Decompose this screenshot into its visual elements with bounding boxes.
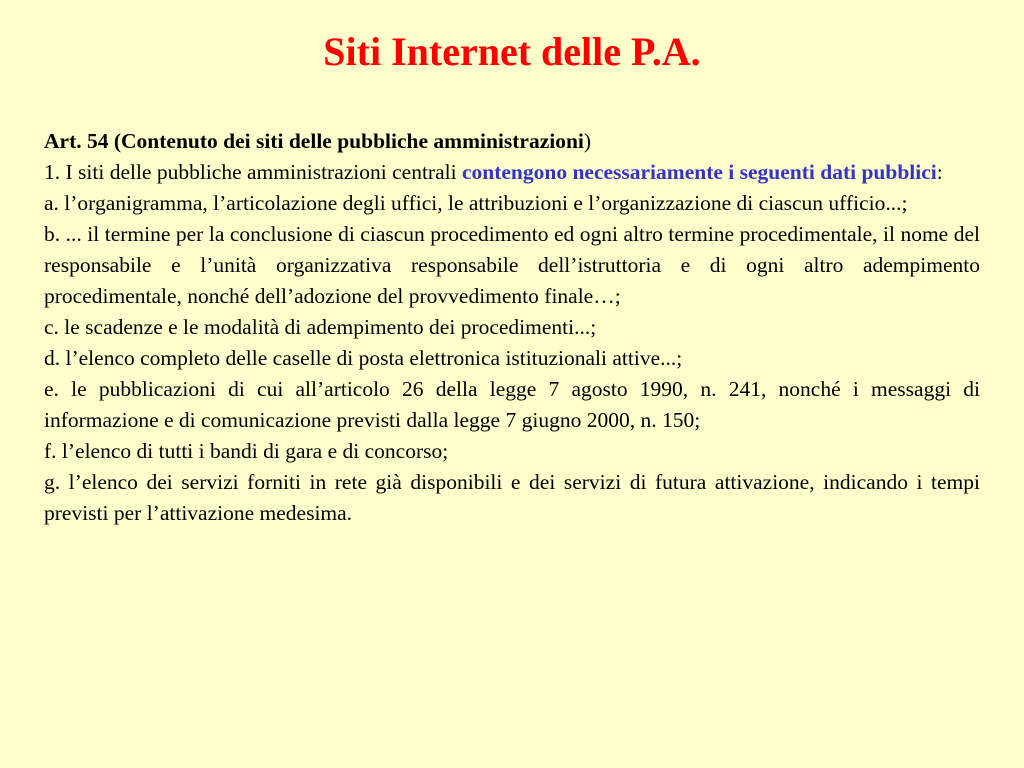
slide-title: Siti Internet delle P.A. — [323, 29, 701, 74]
article-heading-close: ) — [583, 129, 592, 153]
paragraph-1 — [44, 157, 980, 188]
list-item-d: d. l’elenco completo delle caselle di posta elettronica istituzionali attive...; — [44, 346, 683, 370]
article-heading-bold: Art. 54 (Contenuto dei siti delle pubbliche amministrazioni — [44, 129, 584, 153]
list-item-a: a. l’organigramma, l’articolazione degli uffici, le attribuzioni e l’organizzazione di ciascun ufficio...; — [44, 191, 908, 215]
list-item-g: g. l’elenco dei servizi forniti in rete già disponibili e dei servizi di futura attivazione, indicando i tempi previsti per l’attivazione medesima. — [44, 470, 980, 525]
slide-body — [44, 126, 980, 529]
paragraph-1-colon: : — [936, 160, 943, 184]
list-item-b: b. ... il termine per la conclusione di ciascun procedimento ed ogni altro termine procedimentale, il nome del responsabile e l’unità organizzativa responsabile dell’istruttoria e di ogni altro adempimento procedimentale, nonché dell’adozione del provvedimento finale…; — [44, 222, 980, 308]
list-item-e: e. le pubblicazioni di cui all’articolo 26 della legge 7 agosto 1990, n. 241, nonché i messaggi di informazione e di comunicazione previsti dalla legge 7 giugno 2000, n. 150; — [44, 377, 980, 432]
paragraph-1-highlight: contengono necessariamente i seguenti dati pubblici — [461, 160, 937, 184]
paragraph-1-text: 1. I siti delle pubbliche amministrazioni centrali — [44, 160, 462, 184]
article-heading — [44, 126, 980, 157]
list-item-f: f. l’elenco di tutti i bandi di gara e di concorso; — [44, 439, 449, 463]
list-item-c: c. le scadenze e le modalità di adempimento dei procedimenti...; — [44, 315, 597, 339]
